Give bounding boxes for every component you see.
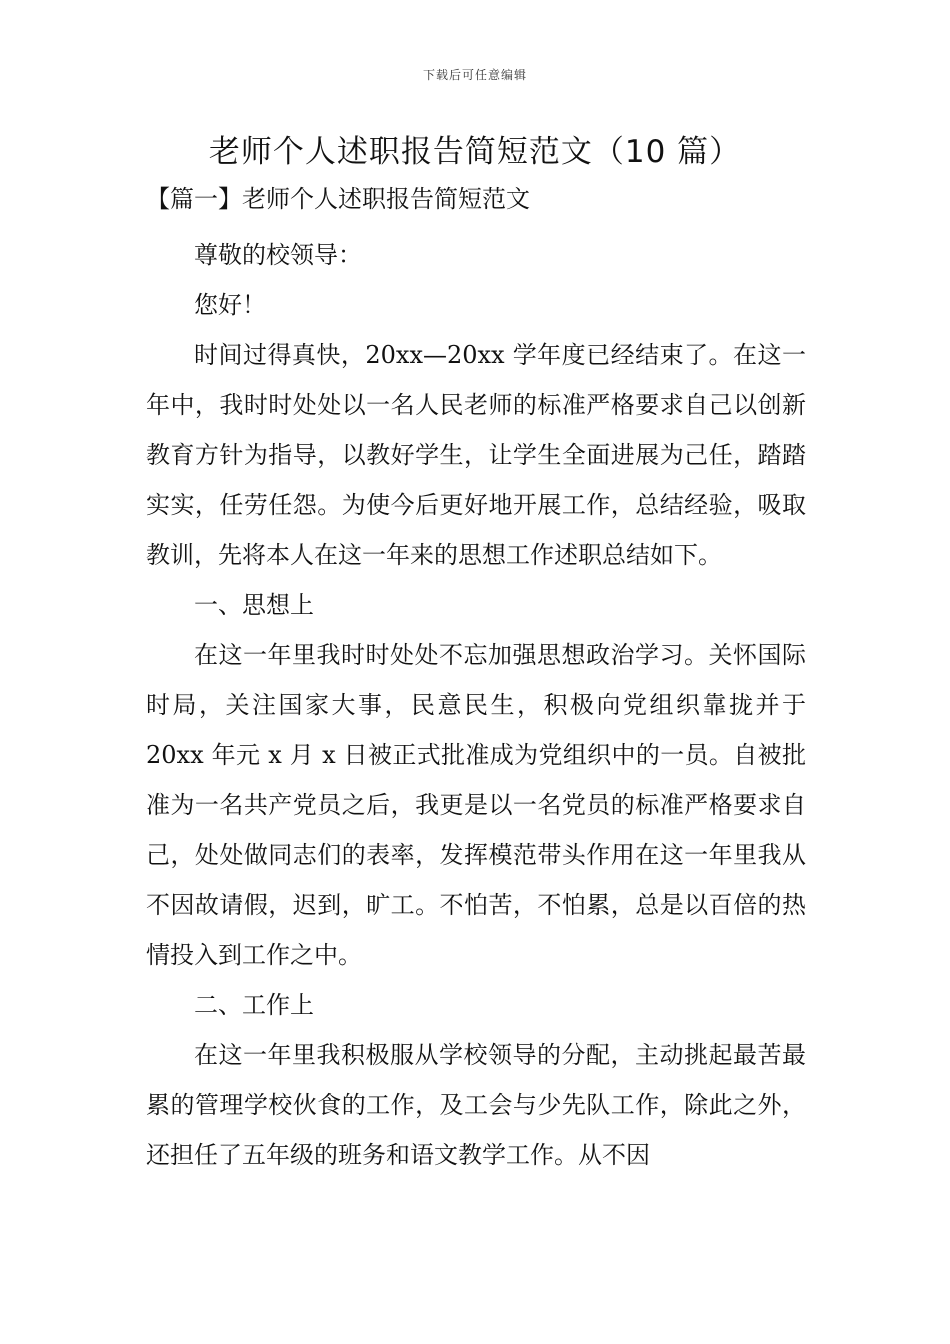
greeting: 您好！ — [194, 291, 266, 319]
subheading-work: 二、工作上 — [194, 991, 314, 1019]
salutation: 尊敬的校领导： — [194, 241, 362, 269]
thought-paragraph: 在这一年里我时时处处不忘加强思想政治学习。关怀国际时局，关注国家大事，民意民生，积极向党组织靠拢并于 20xx 年元 x 月 x 日被正式批准成为党组织中的一员。自被批准为一名共产党员之后，我更是以一名党员的标准严格要求自己，处处做同志们的表率，发挥模范带头作用在这一年里我从不因故请假，迟到，旷工。不怕苦，不怕累，总是以百倍的热情投入到工作之中。 — [146, 641, 806, 969]
document-title: 老师个人述职报告简短范文（10 篇） — [208, 134, 742, 170]
document-body — [146, 230, 806, 1180]
header-note: 下载后可任意编辑 — [422, 68, 527, 82]
section-heading: 【篇一】老师个人述职报告简短范文 — [146, 185, 530, 213]
subheading-thought: 一、思想上 — [194, 591, 314, 619]
work-paragraph: 在这一年里我积极服从学校领导的分配，主动挑起最苦最累的管理学校伙食的工作，及工会与少先队工作，除此之外，还担任了五年级的班务和语文教学工作。从不因 — [146, 1041, 806, 1169]
intro-paragraph: 时间过得真快，20xx—20xx 学年度已经结束了。在这一年中，我时时处处以一名人民老师的标准严格要求自己以创新教育方针为指导，以教好学生，让学生全面进展为己任，踏踏实实，任劳任怨。为使今后更好地开展工作，总结经验，吸取教训，先将本人在这一年来的思想工作述职总结如下。 — [146, 341, 806, 569]
